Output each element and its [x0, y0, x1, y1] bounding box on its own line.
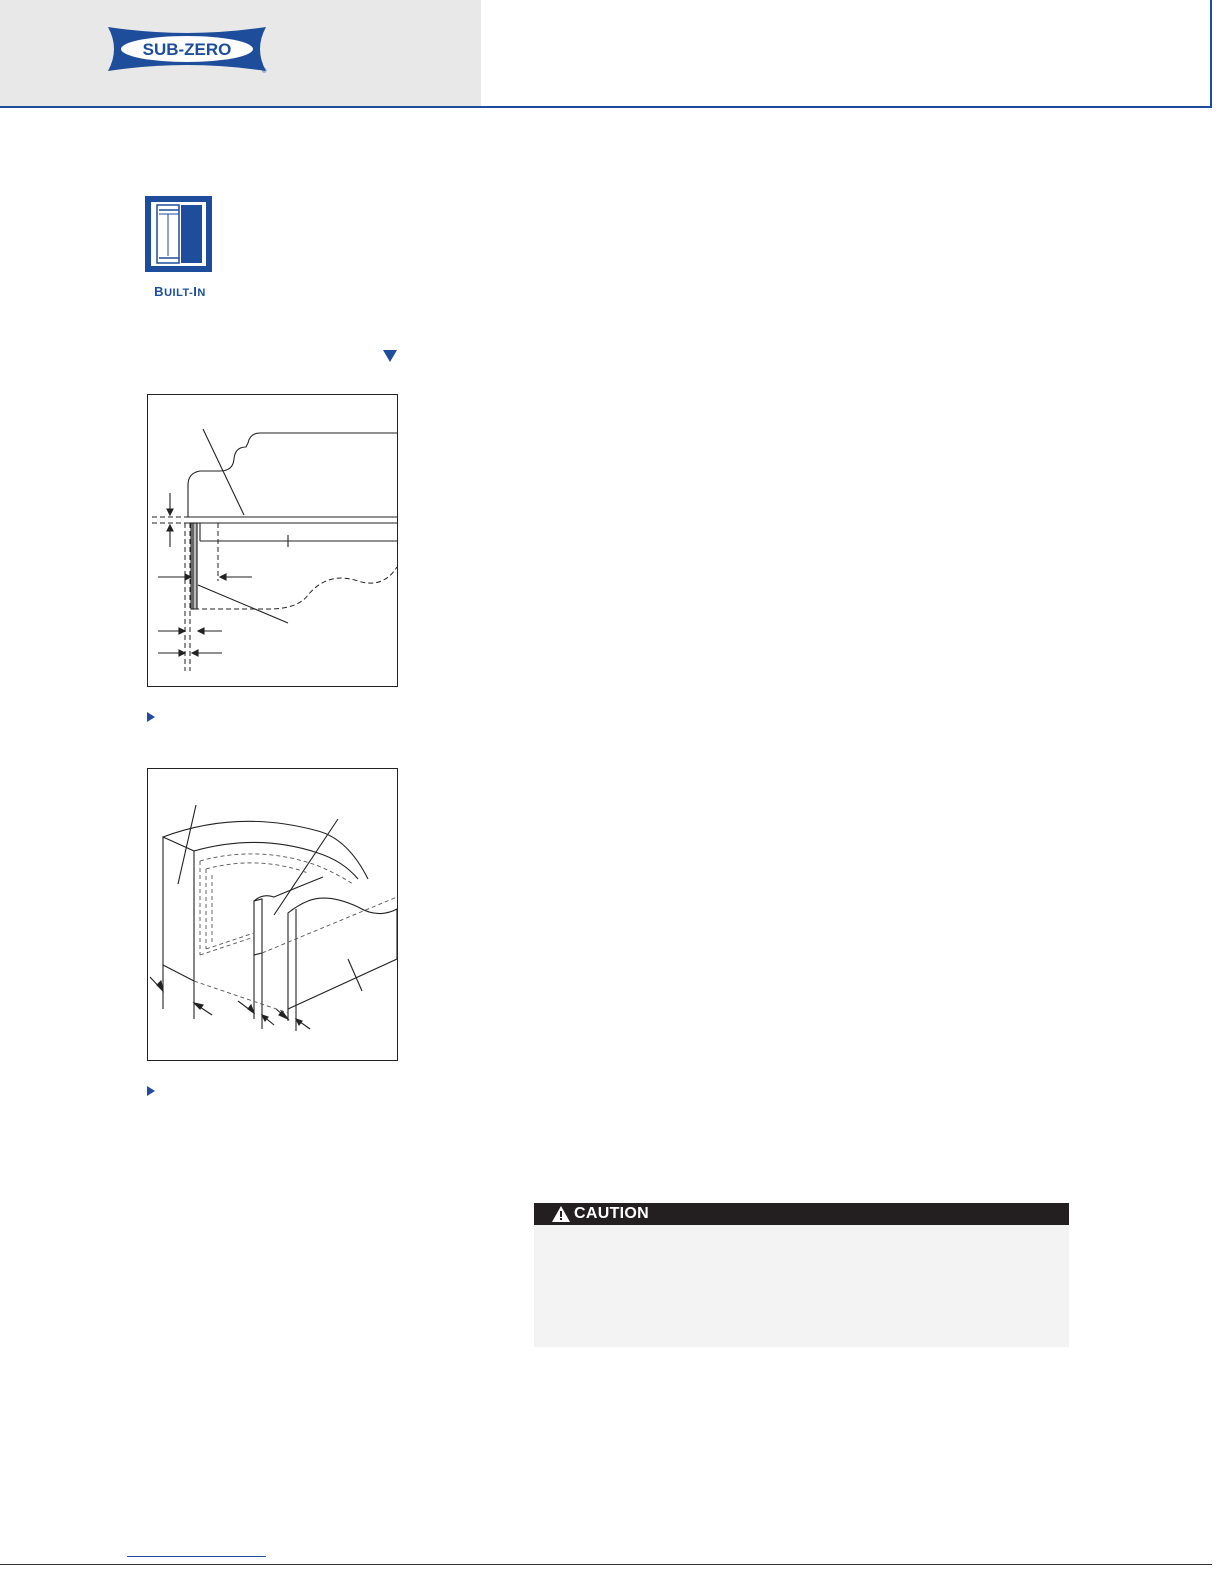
built-in-refrigerator-icon	[145, 196, 212, 272]
right-triangle-icon	[147, 712, 155, 722]
header-edge-rule	[1210, 0, 1212, 108]
sub-zero-logo	[106, 24, 268, 74]
overlay-panel-top-section-figure	[147, 394, 398, 687]
svg-text:SUB-ZERO: SUB-ZERO	[142, 40, 232, 59]
caution-label: CAUTION	[574, 1205, 649, 1222]
right-triangle-icon	[147, 1086, 155, 1096]
footer-rule	[0, 1564, 1212, 1565]
footer-link-underline[interactable]	[127, 1556, 266, 1557]
warning-triangle-icon	[552, 1206, 570, 1222]
header-rule	[0, 106, 1212, 108]
svg-text:®: ®	[262, 69, 267, 74]
overlay-panel-isometric-figure	[147, 768, 398, 1061]
caution-box	[534, 1203, 1069, 1347]
built-in-label: BUILT-IN	[154, 284, 206, 299]
caution-header	[534, 1203, 1069, 1225]
figure-1-drawing	[148, 395, 397, 686]
down-triangle-icon	[383, 350, 397, 362]
figure-2-drawing	[148, 769, 397, 1060]
